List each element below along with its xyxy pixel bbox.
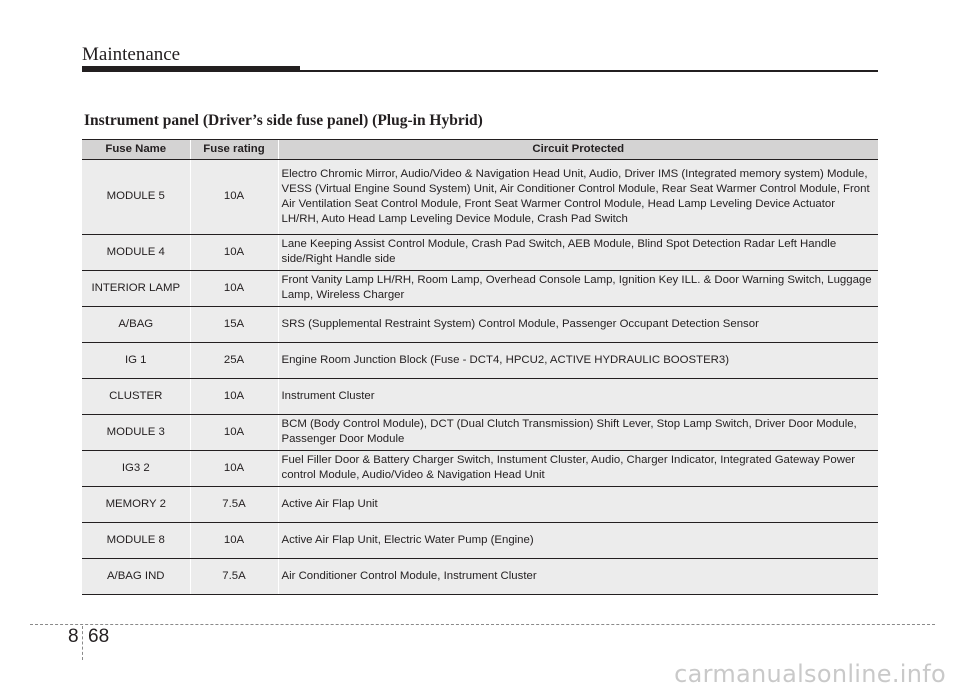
fuse-rating-cell: 15A: [190, 307, 278, 343]
circuit-protected-cell: Active Air Flap Unit, Electric Water Pump (Engine): [278, 523, 878, 559]
fuse-rating-cell: 10A: [190, 415, 278, 451]
fuse-rating-cell: 10A: [190, 160, 278, 235]
table-row: [82, 271, 878, 307]
fuse-rating-cell: 10A: [190, 379, 278, 415]
fuse-name-cell: MODULE 3: [82, 415, 190, 451]
table-row: [82, 160, 878, 235]
fuse-name-cell: MEMORY 2: [82, 487, 190, 523]
fuse-name-cell: IG 1: [82, 343, 190, 379]
fuse-name-cell: MODULE 5: [82, 160, 190, 235]
fuse-name-cell: IG3 2: [82, 451, 190, 487]
chapter-number: 8: [68, 626, 79, 647]
circuit-protected-cell: Front Vanity Lamp LH/RH, Room Lamp, Overhead Console Lamp, Ignition Key ILL. & Door Warning Switch, Luggage Lamp, Wireless Charger: [278, 271, 878, 307]
fuse-rating-cell: 10A: [190, 523, 278, 559]
table-row: [82, 235, 878, 271]
table-row: [82, 379, 878, 415]
fuse-name-cell: A/BAG IND: [82, 559, 190, 595]
page-title: Instrument panel (Driver’s side fuse panel) (Plug-in Hybrid): [84, 112, 483, 129]
table-row: [82, 559, 878, 595]
fuse-rating-cell: 10A: [190, 451, 278, 487]
fuse-rating-cell: 7.5A: [190, 487, 278, 523]
footer-divider: [30, 624, 935, 625]
column-header-fuse-name: Fuse Name: [82, 140, 190, 160]
fuse-table: [82, 139, 878, 595]
fuse-rating-cell: 10A: [190, 271, 278, 307]
circuit-protected-cell: Fuel Filler Door & Battery Charger Switch, Instument Cluster, Audio, Charger Indicator, Integrated Gateway Power control Module, Audio/Video & Navigation Head Unit: [278, 451, 878, 487]
fuse-rating-cell: 10A: [190, 235, 278, 271]
circuit-protected-cell: BCM (Body Control Module), DCT (Dual Clutch Transmission) Shift Lever, Stop Lamp Switch, Driver Door Module, Passenger Door Module: [278, 415, 878, 451]
fuse-name-cell: INTERIOR LAMP: [82, 271, 190, 307]
fuse-rating-cell: 25A: [190, 343, 278, 379]
circuit-protected-cell: SRS (Supplemental Restraint System) Control Module, Passenger Occupant Detection Sensor: [278, 307, 878, 343]
fuse-name-cell: MODULE 8: [82, 523, 190, 559]
table-row: [82, 523, 878, 559]
circuit-protected-cell: Air Conditioner Control Module, Instrument Cluster: [278, 559, 878, 595]
fuse-name-cell: A/BAG: [82, 307, 190, 343]
column-header-circuit-protected: Circuit Protected: [278, 140, 878, 160]
fuse-rating-cell: 7.5A: [190, 559, 278, 595]
circuit-protected-cell: Engine Room Junction Block (Fuse - DCT4, HPCU2, ACTIVE HYDRAULIC BOOSTER3): [278, 343, 878, 379]
header-bar: [82, 66, 300, 72]
fuse-name-cell: CLUSTER: [82, 379, 190, 415]
table-header-row: [82, 140, 878, 160]
watermark: carmanualsonline.info: [674, 660, 946, 688]
circuit-protected-cell: Instrument Cluster: [278, 379, 878, 415]
circuit-protected-cell: Active Air Flap Unit: [278, 487, 878, 523]
circuit-protected-cell: Electro Chromic Mirror, Audio/Video & Navigation Head Unit, Audio, Driver IMS (Integrated memory system) Module, VESS (Virtual Engine Sound System) Unit, Air Conditioner Control Module, Rear Seat Warmer Control Module, Front Air Ventilation Seat Control Module, Front Seat Warmer Control Module, Head Lamp Leveling Device Actuator LH/RH, Auto Head Lamp Leveling Device Module, Crash Pad Switch: [278, 160, 878, 235]
header-section-title: Maintenance: [82, 44, 181, 65]
circuit-protected-cell: Lane Keeping Assist Control Module, Crash Pad Switch, AEB Module, Blind Spot Detection Radar Left Handle side/Right Handle side: [278, 235, 878, 271]
page-number-divider: [82, 626, 83, 660]
table-row: [82, 415, 878, 451]
table-row: [82, 451, 878, 487]
header-rule: [300, 70, 878, 72]
table-row: [82, 487, 878, 523]
column-header-fuse-rating: Fuse rating: [190, 140, 278, 160]
table-row: [82, 343, 878, 379]
page-number: 68: [88, 626, 110, 647]
fuse-name-cell: MODULE 4: [82, 235, 190, 271]
table-row: [82, 307, 878, 343]
